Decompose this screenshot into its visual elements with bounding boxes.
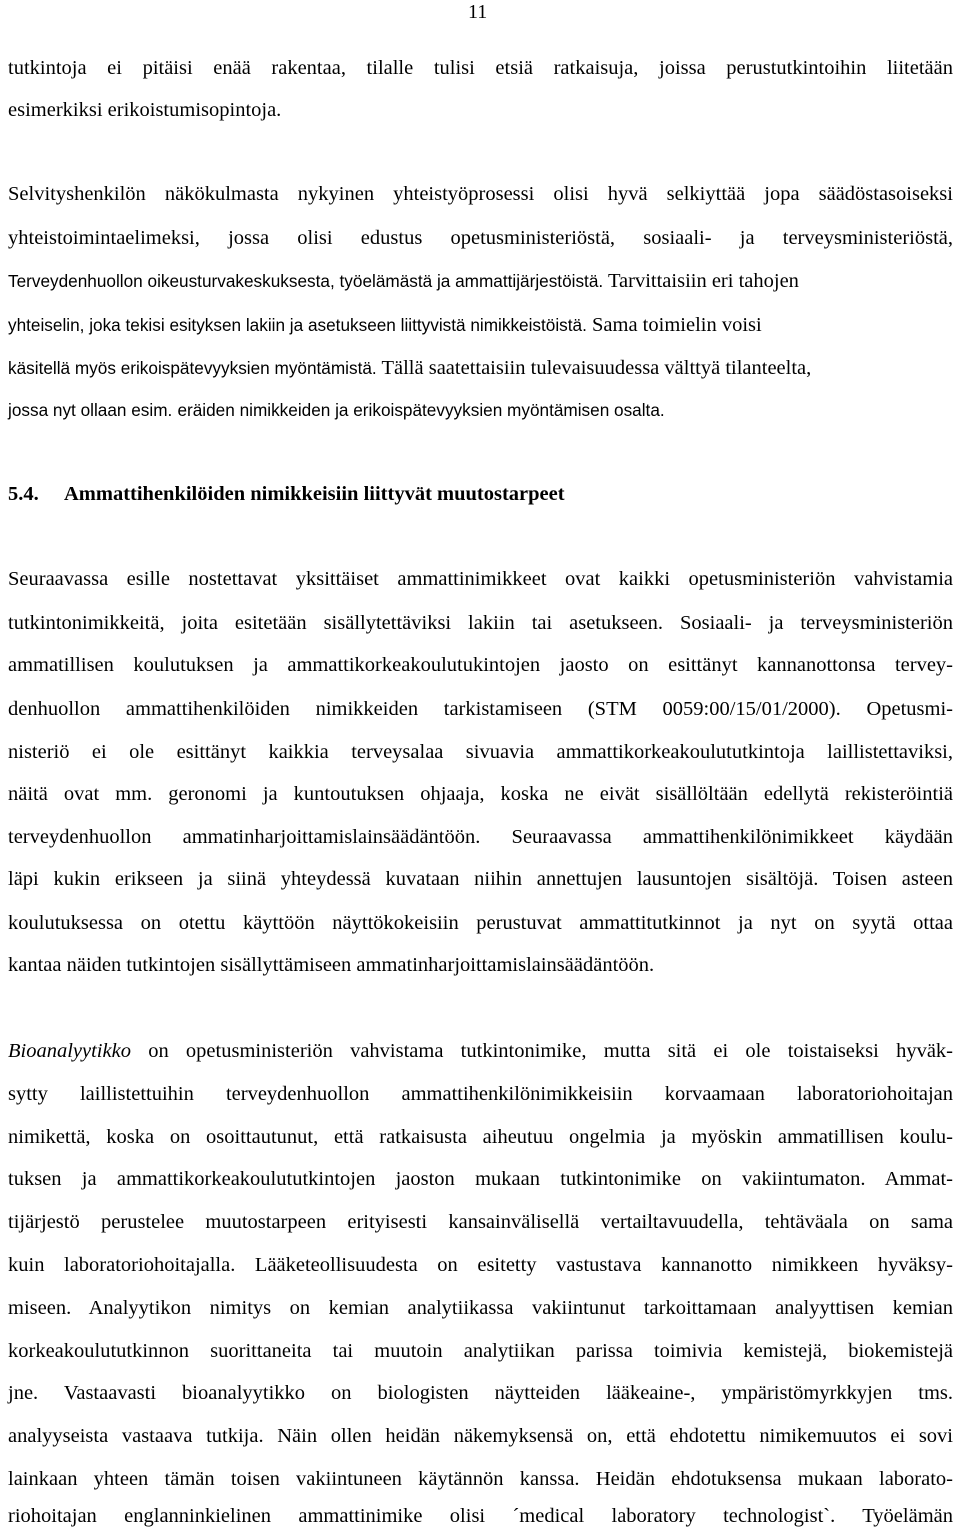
paragraph-line (8, 268, 953, 294)
paragraph-line: korkeakoulututkinnon suorittaneita tai muutoin analytiikan parissa toimivia kemistejä, biokemistejä (8, 1340, 953, 1362)
paragraph-line (8, 397, 953, 423)
paragraph-line: tutkintonimikkeitä, joita esitetään sisällytettäviksi lakiin tai asetukseen. Sosiaali- ja terveysministeriön (8, 612, 953, 634)
paragraph-line: näitä ovat mm. geronomi ja kuntoutuksen ohjaaja, koska ne eivät sisällöltään edellytä rekisteröintiä (8, 783, 953, 805)
line-segment: Terveydenhuollon oikeusturvakeskuksesta, työelämästä ja ammattijärjestöistä. (8, 271, 604, 291)
line-segment: Tällä saatettaisiin tulevaisuudessa välttyä tilanteelta, (381, 357, 812, 379)
term-bioanalyytikko: Bioanalyytikko (8, 1040, 131, 1062)
paragraph-line: riohoitajan englanninkielinen ammattinimike olisi ´medical laboratory technologist`. Työelämän (8, 1505, 953, 1527)
section-title: Ammattihenkilöiden nimikkeisiin liittyvät muutostarpeet (64, 483, 565, 505)
line-segment: on opetusministeriön vahvistama tutkintonimike, mutta sitä ei ole toistaiseksi hyväk- (130, 1040, 953, 1062)
section-number: 5.4. (8, 483, 39, 505)
paragraph-line: koulutuksessa on otettu käyttöön näyttökokeisiin perustuvat ammattitutkinnot ja nyt on syytä ottaa (8, 912, 953, 934)
section-heading (8, 481, 953, 507)
paragraph-line: miseen. Analyytikon nimitys on kemian analytiikassa vakiintunut tarkoittamaan analyyttisen kemian (8, 1297, 953, 1319)
line-segment: käsitellä myös erikoispätevyyksien myöntämistä. (8, 358, 377, 378)
paragraph-line: tutkintoja ei pitäisi enää rakentaa, tilalle tulisi etsiä ratkaisuja, joissa perustutkintoihin liitetään (8, 57, 953, 79)
line-segment: Sama toimielin voisi (592, 314, 762, 336)
paragraph-line: sytty laillistettuihin terveydenhuollon ammattihenkilönimikkeisiin korvaamaan laboratoriohoitajan (8, 1083, 953, 1105)
paragraph-line: yhteistoimintaelimeksi, jossa olisi edustus opetusministeriöstä, sosiaali- ja terveysministeriöstä, (8, 227, 953, 249)
line-segment: Tarvittaisiin eri tahojen (607, 270, 799, 292)
paragraph-line: esimerkiksi erikoistumisopintoja. (8, 99, 282, 121)
paragraph-line: lainkaan yhteen tämän toisen vakiintuneen käytännön kanssa. Heidän ehdotuksensa mukaan laborato- (8, 1468, 953, 1490)
paragraph-line: analyyseista vastaava tutkija. Näin ollen heidän näkemyksensä on, että ehdotettu nimikemuutos ei sovi (8, 1425, 953, 1447)
paragraph-line: ammatillisen koulutuksen ja ammattikorkeakoulutukintojen jaosto on esittänyt kannanottonsa tervey- (8, 654, 953, 676)
paragraph-line (8, 312, 953, 338)
paragraph-line: Selvityshenkilön näkökulmasta nykyinen yhteistyöprosessi olisi hyvä selkiyttää jopa säädöstasoiseksi (8, 183, 953, 205)
paragraph-line (8, 355, 953, 381)
page-number: 11 (468, 1, 488, 23)
line-segment: yhteiselin, joka tekisi esityksen lakiin ja asetukseen liittyvistä nimikkeistöistä. (8, 315, 587, 335)
paragraph-line: terveydenhuollon ammatinharjoittamislainsäädäntöön. Seuraavassa ammattihenkilönimikkeet käydään (8, 826, 953, 848)
paragraph-line (8, 1038, 953, 1064)
paragraph-line: denhuollon ammattihenkilöiden nimikkeiden tarkistamiseen (STM 0059:00/15/01/2000). Opetusmi- (8, 698, 953, 720)
paragraph-line: tuksen ja ammattikorkeakoulututkintojen jaoston mukaan tutkintonimike on vakiintumaton. Ammat- (8, 1168, 953, 1190)
line-segment: eräiden nimikkeiden ja erikoispätevyyksien myöntämisen osalta. (177, 400, 665, 420)
paragraph-line: nimikettä, koska on osoittautunut, että ratkaisusta aiheutuu ongelmia ja myöskin ammatillisen koulu- (8, 1126, 953, 1148)
paragraph-line: tijärjestö perustelee muutostarpeen erityisesti kansainvälisellä vertailtavuudella, tehtäväala on sama (8, 1211, 953, 1233)
paragraph-line: läpi kukin erikseen ja siinä yhteydessä kuvataan niihin annettujen lausuntojen sisältöjä. Toisen asteen (8, 868, 953, 890)
paragraph-line: kuin laboratoriohoitajalla. Lääketeollisuudesta on esitetty vastustava kannanotto nimikkeen hyväksy- (8, 1254, 953, 1276)
paragraph-line: Seuraavassa esille nostettavat yksittäiset ammattinimikkeet ovat kaikki opetusministeriön vahvistamia (8, 568, 953, 590)
paragraph-line: jne. Vastaavasti bioanalyytikko on biologisten näytteiden lääkeaine-, ympäristömyrkkyjen tms. (8, 1382, 953, 1404)
line-segment: jossa nyt ollaan esim. (8, 400, 173, 420)
paragraph-line: kantaa näiden tutkintojen sisällyttämiseen ammatinharjoittamislainsäädäntöön. (8, 954, 655, 976)
paragraph-line: nisteriö ei ole esittänyt kaikkia terveysalaa sivuavia ammattikorkeakoulututkintoja laillistettaviksi, (8, 741, 953, 763)
